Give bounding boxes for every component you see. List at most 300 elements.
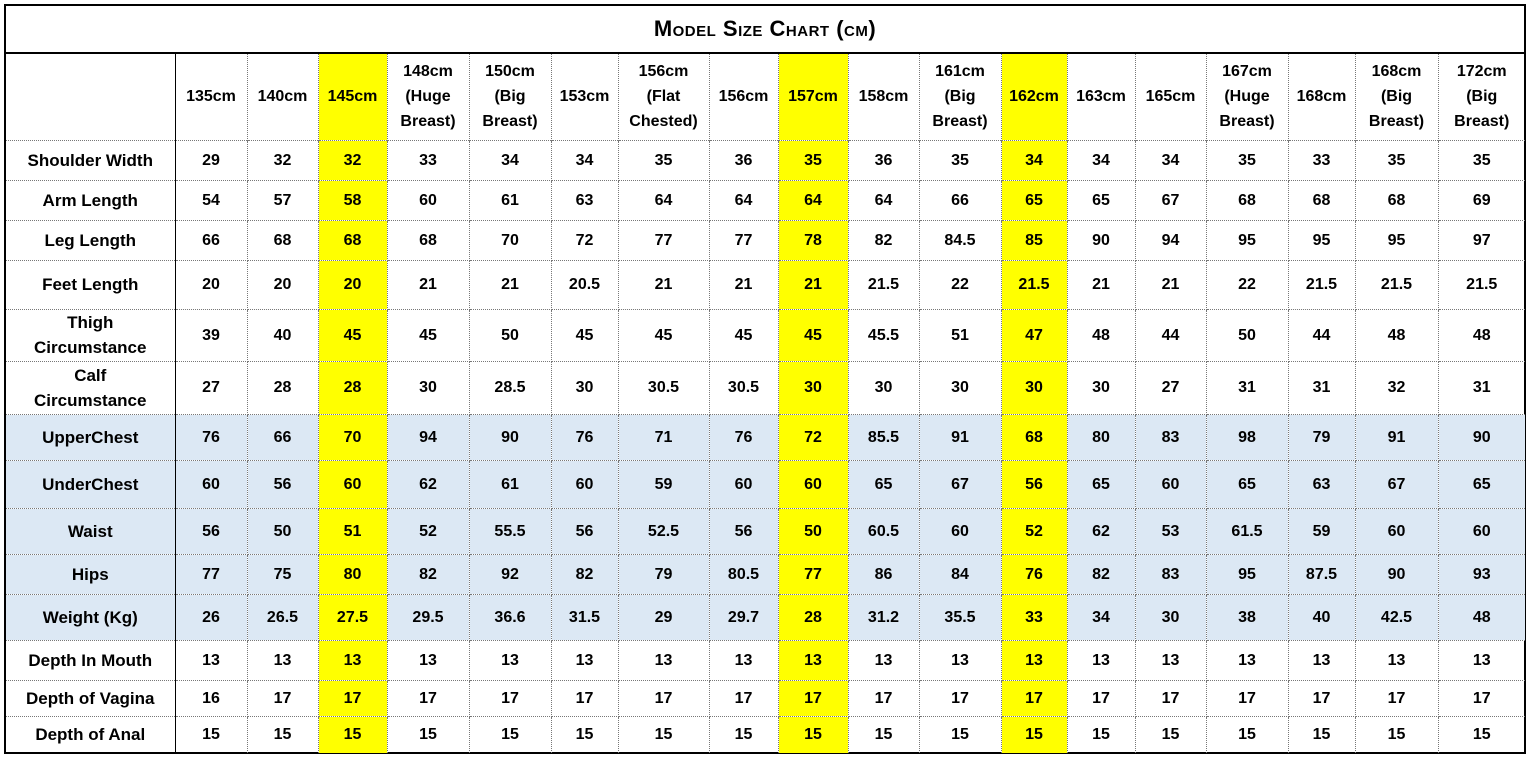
value-cell: 60.5 xyxy=(848,508,919,554)
value-cell: 15 xyxy=(1355,716,1438,753)
table-row xyxy=(6,716,1525,753)
value-cell: 98 xyxy=(1206,414,1288,460)
value-cell: 51 xyxy=(318,508,387,554)
value-cell: 35 xyxy=(1355,140,1438,180)
value-cell: 17 xyxy=(1206,680,1288,716)
value-cell: 15 xyxy=(709,716,778,753)
column-header-line: 157cm xyxy=(788,88,838,106)
column-header xyxy=(1438,54,1525,140)
value-cell: 29 xyxy=(175,140,247,180)
value-cell: 32 xyxy=(318,140,387,180)
value-cell: 29.7 xyxy=(709,594,778,640)
value-cell: 90 xyxy=(1067,220,1135,260)
value-cell: 75 xyxy=(247,554,318,594)
row-label-line: Circumstance xyxy=(34,390,147,410)
column-header-line: (Big xyxy=(494,88,526,106)
value-cell: 59 xyxy=(1288,508,1355,554)
value-cell: 45 xyxy=(551,309,618,361)
row-label-line: Hips xyxy=(71,564,109,584)
column-header xyxy=(1206,54,1288,140)
value-cell: 57 xyxy=(247,180,318,220)
value-cell: 64 xyxy=(848,180,919,220)
value-cell: 13 xyxy=(551,640,618,680)
value-cell: 15 xyxy=(387,716,469,753)
value-cell: 13 xyxy=(709,640,778,680)
value-cell: 64 xyxy=(709,180,778,220)
value-cell: 76 xyxy=(1001,554,1067,594)
value-cell: 60 xyxy=(318,460,387,508)
column-header xyxy=(469,54,551,140)
column-header-line: 140cm xyxy=(257,88,308,106)
column-header-line: 162cm xyxy=(1009,88,1059,106)
value-cell: 35 xyxy=(919,140,1001,180)
column-header-line: 163cm xyxy=(1076,88,1126,106)
value-cell: 55.5 xyxy=(469,508,551,554)
value-cell: 53 xyxy=(1135,508,1206,554)
row-label-line: Waist xyxy=(67,521,113,541)
value-cell: 13 xyxy=(1206,640,1288,680)
value-cell: 31 xyxy=(1206,361,1288,414)
column-header-line: 145cm xyxy=(327,88,378,106)
value-cell: 28.5 xyxy=(469,361,551,414)
value-cell: 52 xyxy=(1001,508,1067,554)
value-cell: 91 xyxy=(919,414,1001,460)
value-cell: 20 xyxy=(175,260,247,309)
column-header xyxy=(551,54,618,140)
value-cell: 68 xyxy=(1001,414,1067,460)
value-cell: 68 xyxy=(387,220,469,260)
column-header-line: 165cm xyxy=(1145,88,1196,106)
value-cell: 36 xyxy=(709,140,778,180)
column-header xyxy=(387,54,469,140)
value-cell: 15 xyxy=(469,716,551,753)
column-header-line: (Big xyxy=(944,88,976,106)
column-header-line: 156cm xyxy=(718,88,769,106)
value-cell: 95 xyxy=(1355,220,1438,260)
value-cell: 15 xyxy=(778,716,848,753)
value-cell: 90 xyxy=(1438,414,1525,460)
value-cell: 13 xyxy=(618,640,709,680)
value-cell: 21.5 xyxy=(1355,260,1438,309)
value-cell: 87.5 xyxy=(1288,554,1355,594)
value-cell: 52 xyxy=(387,508,469,554)
value-cell: 45 xyxy=(318,309,387,361)
value-cell: 40 xyxy=(247,309,318,361)
value-cell: 21 xyxy=(618,260,709,309)
table-row xyxy=(6,554,1525,594)
column-header xyxy=(1067,54,1135,140)
value-cell: 44 xyxy=(1288,309,1355,361)
value-cell: 30 xyxy=(1001,361,1067,414)
value-cell: 34 xyxy=(1001,140,1067,180)
value-cell: 21.5 xyxy=(1438,260,1525,309)
size-chart xyxy=(4,4,1526,754)
value-cell: 60 xyxy=(551,460,618,508)
row-label xyxy=(6,554,175,594)
value-cell: 56 xyxy=(175,508,247,554)
column-header-line: 172cm xyxy=(1456,63,1507,81)
value-cell: 95 xyxy=(1288,220,1355,260)
table-row xyxy=(6,309,1525,361)
value-cell: 21 xyxy=(778,260,848,309)
column-header xyxy=(848,54,919,140)
value-cell: 63 xyxy=(1288,460,1355,508)
value-cell: 94 xyxy=(1135,220,1206,260)
row-label-line: Depth of Vagina xyxy=(26,688,155,708)
value-cell: 61.5 xyxy=(1206,508,1288,554)
value-cell: 45 xyxy=(709,309,778,361)
row-label xyxy=(6,180,175,220)
value-cell: 13 xyxy=(247,640,318,680)
value-cell: 17 xyxy=(469,680,551,716)
value-cell: 26 xyxy=(175,594,247,640)
value-cell: 33 xyxy=(1288,140,1355,180)
value-cell: 27 xyxy=(175,361,247,414)
column-header-line: 153cm xyxy=(559,88,610,106)
value-cell: 82 xyxy=(551,554,618,594)
value-cell: 17 xyxy=(1355,680,1438,716)
table-row xyxy=(6,260,1525,309)
value-cell: 30.5 xyxy=(709,361,778,414)
row-label-line: Thigh xyxy=(67,313,114,332)
value-cell: 30 xyxy=(387,361,469,414)
value-cell: 29 xyxy=(618,594,709,640)
value-cell: 82 xyxy=(848,220,919,260)
row-label xyxy=(6,594,175,640)
column-header-line: 150cm xyxy=(485,63,535,81)
value-cell: 26.5 xyxy=(247,594,318,640)
chart-title: Model Size Chart (cm) xyxy=(6,6,1524,54)
value-cell: 68 xyxy=(247,220,318,260)
value-cell: 17 xyxy=(778,680,848,716)
value-cell: 13 xyxy=(848,640,919,680)
value-cell: 79 xyxy=(1288,414,1355,460)
value-cell: 90 xyxy=(469,414,551,460)
row-label xyxy=(6,640,175,680)
value-cell: 95 xyxy=(1206,554,1288,594)
table-body xyxy=(6,140,1525,753)
value-cell: 47 xyxy=(1001,309,1067,361)
row-label-line: Arm Length xyxy=(42,190,138,210)
value-cell: 32 xyxy=(247,140,318,180)
value-cell: 17 xyxy=(848,680,919,716)
value-cell: 17 xyxy=(247,680,318,716)
value-cell: 71 xyxy=(618,414,709,460)
value-cell: 72 xyxy=(778,414,848,460)
value-cell: 34 xyxy=(1067,140,1135,180)
value-cell: 35.5 xyxy=(919,594,1001,640)
value-cell: 22 xyxy=(1206,260,1288,309)
corner-cell xyxy=(6,54,175,140)
value-cell: 48 xyxy=(1355,309,1438,361)
value-cell: 13 xyxy=(469,640,551,680)
value-cell: 35 xyxy=(618,140,709,180)
value-cell: 65 xyxy=(1438,460,1525,508)
value-cell: 77 xyxy=(175,554,247,594)
value-cell: 13 xyxy=(1355,640,1438,680)
size-table xyxy=(6,54,1525,753)
value-cell: 17 xyxy=(919,680,1001,716)
value-cell: 35 xyxy=(778,140,848,180)
value-cell: 31.2 xyxy=(848,594,919,640)
value-cell: 17 xyxy=(1135,680,1206,716)
table-row xyxy=(6,460,1525,508)
table-row xyxy=(6,180,1525,220)
value-cell: 34 xyxy=(1135,140,1206,180)
value-cell: 15 xyxy=(1067,716,1135,753)
value-cell: 80.5 xyxy=(709,554,778,594)
value-cell: 15 xyxy=(1001,716,1067,753)
value-cell: 82 xyxy=(387,554,469,594)
row-label xyxy=(6,680,175,716)
value-cell: 50 xyxy=(778,508,848,554)
value-cell: 32 xyxy=(1355,361,1438,414)
row-label-line: Leg Length xyxy=(44,230,137,250)
value-cell: 45.5 xyxy=(848,309,919,361)
column-header-line: Breast) xyxy=(1368,113,1425,131)
value-cell: 21 xyxy=(469,260,551,309)
value-cell: 76 xyxy=(709,414,778,460)
value-cell: 36 xyxy=(848,140,919,180)
value-cell: 51 xyxy=(919,309,1001,361)
value-cell: 30 xyxy=(919,361,1001,414)
value-cell: 15 xyxy=(1135,716,1206,753)
value-cell: 13 xyxy=(318,640,387,680)
value-cell: 64 xyxy=(778,180,848,220)
value-cell: 35 xyxy=(1438,140,1525,180)
value-cell: 56 xyxy=(1001,460,1067,508)
value-cell: 17 xyxy=(318,680,387,716)
value-cell: 97 xyxy=(1438,220,1525,260)
value-cell: 13 xyxy=(1438,640,1525,680)
value-cell: 33 xyxy=(387,140,469,180)
value-cell: 62 xyxy=(387,460,469,508)
column-header xyxy=(318,54,387,140)
value-cell: 58 xyxy=(318,180,387,220)
value-cell: 21 xyxy=(709,260,778,309)
value-cell: 66 xyxy=(247,414,318,460)
value-cell: 34 xyxy=(551,140,618,180)
value-cell: 15 xyxy=(175,716,247,753)
column-header-line: (Big xyxy=(1466,88,1498,106)
row-label xyxy=(6,309,175,361)
row-label-line: Calf xyxy=(74,365,107,385)
column-header-line: Chested) xyxy=(629,113,698,131)
row-label xyxy=(6,260,175,309)
value-cell: 22 xyxy=(919,260,1001,309)
value-cell: 52.5 xyxy=(618,508,709,554)
value-cell: 61 xyxy=(469,460,551,508)
column-header-line: 148cm xyxy=(403,63,453,81)
value-cell: 15 xyxy=(618,716,709,753)
value-cell: 15 xyxy=(919,716,1001,753)
value-cell: 45 xyxy=(618,309,709,361)
value-cell: 15 xyxy=(1206,716,1288,753)
value-cell: 60 xyxy=(1355,508,1438,554)
table-row xyxy=(6,361,1525,414)
value-cell: 30 xyxy=(778,361,848,414)
row-label xyxy=(6,716,175,753)
row-label xyxy=(6,508,175,554)
table-row xyxy=(6,220,1525,260)
value-cell: 17 xyxy=(387,680,469,716)
value-cell: 13 xyxy=(919,640,1001,680)
value-cell: 70 xyxy=(469,220,551,260)
row-label-line: UpperChest xyxy=(42,427,139,447)
value-cell: 45 xyxy=(778,309,848,361)
value-cell: 65 xyxy=(1067,180,1135,220)
value-cell: 17 xyxy=(1001,680,1067,716)
value-cell: 77 xyxy=(778,554,848,594)
value-cell: 33 xyxy=(1001,594,1067,640)
value-cell: 60 xyxy=(709,460,778,508)
value-cell: 20.5 xyxy=(551,260,618,309)
value-cell: 17 xyxy=(618,680,709,716)
column-header-line: 167cm xyxy=(1222,63,1272,81)
value-cell: 66 xyxy=(919,180,1001,220)
value-cell: 68 xyxy=(1355,180,1438,220)
value-cell: 85.5 xyxy=(848,414,919,460)
row-label-line: Depth In Mouth xyxy=(28,650,153,670)
value-cell: 60 xyxy=(778,460,848,508)
column-header xyxy=(1135,54,1206,140)
row-label xyxy=(6,414,175,460)
column-header-line: (Big xyxy=(1380,88,1413,106)
value-cell: 48 xyxy=(1438,309,1525,361)
column-header-line: 156cm xyxy=(638,63,689,81)
value-cell: 20 xyxy=(318,260,387,309)
row-label-line: UnderChest xyxy=(42,474,139,494)
column-header xyxy=(1288,54,1355,140)
row-label xyxy=(6,460,175,508)
column-header-line: Breast) xyxy=(400,113,456,131)
value-cell: 63 xyxy=(551,180,618,220)
value-cell: 83 xyxy=(1135,414,1206,460)
value-cell: 85 xyxy=(1001,220,1067,260)
value-cell: 20 xyxy=(247,260,318,309)
table-row xyxy=(6,414,1525,460)
value-cell: 15 xyxy=(551,716,618,753)
value-cell: 79 xyxy=(618,554,709,594)
value-cell: 17 xyxy=(1288,680,1355,716)
value-cell: 86 xyxy=(848,554,919,594)
value-cell: 94 xyxy=(387,414,469,460)
value-cell: 68 xyxy=(1288,180,1355,220)
value-cell: 13 xyxy=(1135,640,1206,680)
value-cell: 60 xyxy=(1135,460,1206,508)
value-cell: 48 xyxy=(1067,309,1135,361)
row-label xyxy=(6,361,175,414)
value-cell: 68 xyxy=(1206,180,1288,220)
column-header-line: Breast) xyxy=(1219,113,1275,131)
value-cell: 60 xyxy=(175,460,247,508)
value-cell: 65 xyxy=(1001,180,1067,220)
row-label-line: Feet Length xyxy=(42,275,139,294)
value-cell: 65 xyxy=(1206,460,1288,508)
column-header xyxy=(919,54,1001,140)
column-header xyxy=(778,54,848,140)
value-cell: 28 xyxy=(318,361,387,414)
value-cell: 67 xyxy=(1355,460,1438,508)
value-cell: 17 xyxy=(551,680,618,716)
value-cell: 56 xyxy=(709,508,778,554)
value-cell: 50 xyxy=(469,309,551,361)
column-header-line: 168cm xyxy=(1371,63,1422,81)
value-cell: 83 xyxy=(1135,554,1206,594)
column-header xyxy=(1001,54,1067,140)
value-cell: 30 xyxy=(1067,361,1135,414)
value-cell: 70 xyxy=(318,414,387,460)
value-cell: 13 xyxy=(175,640,247,680)
value-cell: 28 xyxy=(778,594,848,640)
value-cell: 93 xyxy=(1438,554,1525,594)
table-row xyxy=(6,508,1525,554)
value-cell: 30 xyxy=(848,361,919,414)
value-cell: 17 xyxy=(1438,680,1525,716)
value-cell: 36.6 xyxy=(469,594,551,640)
value-cell: 31 xyxy=(1438,361,1525,414)
row-label xyxy=(6,140,175,180)
value-cell: 82 xyxy=(1067,554,1135,594)
value-cell: 21 xyxy=(1067,260,1135,309)
value-cell: 16 xyxy=(175,680,247,716)
value-cell: 13 xyxy=(778,640,848,680)
value-cell: 68 xyxy=(318,220,387,260)
column-header-line: 168cm xyxy=(1296,88,1347,106)
value-cell: 62 xyxy=(1067,508,1135,554)
table-row xyxy=(6,594,1525,640)
value-cell: 28 xyxy=(247,361,318,414)
value-cell: 77 xyxy=(618,220,709,260)
column-header-line: Breast) xyxy=(1454,113,1510,131)
row-label-line: Shoulder Width xyxy=(27,150,153,170)
table-row xyxy=(6,140,1525,180)
value-cell: 34 xyxy=(1067,594,1135,640)
value-cell: 35 xyxy=(1206,140,1288,180)
value-cell: 78 xyxy=(778,220,848,260)
value-cell: 31.5 xyxy=(551,594,618,640)
value-cell: 56 xyxy=(551,508,618,554)
column-header-line: (Huge xyxy=(1224,88,1270,106)
column-header-line: 161cm xyxy=(935,63,985,81)
row-label xyxy=(6,220,175,260)
row-label-line: Depth of Anal xyxy=(35,725,146,745)
value-cell: 84.5 xyxy=(919,220,1001,260)
value-cell: 29.5 xyxy=(387,594,469,640)
column-header-line: (Flat xyxy=(646,88,681,106)
value-cell: 34 xyxy=(469,140,551,180)
value-cell: 38 xyxy=(1206,594,1288,640)
value-cell: 27.5 xyxy=(318,594,387,640)
value-cell: 40 xyxy=(1288,594,1355,640)
value-cell: 30 xyxy=(551,361,618,414)
value-cell: 45 xyxy=(387,309,469,361)
value-cell: 92 xyxy=(469,554,551,594)
value-cell: 15 xyxy=(1438,716,1525,753)
value-cell: 44 xyxy=(1135,309,1206,361)
value-cell: 27 xyxy=(1135,361,1206,414)
value-cell: 50 xyxy=(247,508,318,554)
value-cell: 64 xyxy=(618,180,709,220)
value-cell: 76 xyxy=(551,414,618,460)
value-cell: 91 xyxy=(1355,414,1438,460)
value-cell: 60 xyxy=(919,508,1001,554)
value-cell: 13 xyxy=(1067,640,1135,680)
value-cell: 21 xyxy=(1135,260,1206,309)
value-cell: 15 xyxy=(318,716,387,753)
column-header xyxy=(1355,54,1438,140)
value-cell: 77 xyxy=(709,220,778,260)
